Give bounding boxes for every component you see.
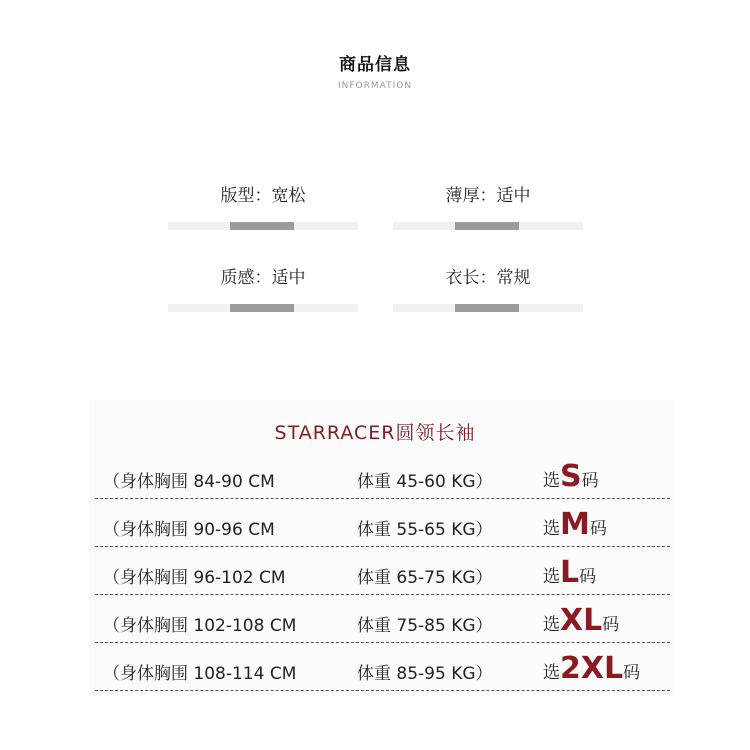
- attribute-track: [168, 222, 358, 230]
- chest-range: （身体胸围 84-90 CM: [103, 472, 275, 492]
- section-subtitle: INFORMATION: [337, 81, 413, 91]
- chest-range: （身体胸围 108-114 CM: [103, 664, 297, 684]
- attribute-marker: [230, 222, 294, 230]
- size-letter: 2XL: [560, 651, 624, 686]
- size-suffix: 码: [581, 471, 599, 491]
- section-title: 商品信息: [339, 55, 411, 75]
- pick-label: 选: [543, 663, 560, 683]
- attribute-length: [393, 266, 583, 312]
- size-row: [95, 546, 670, 595]
- weight-range: 体重 55-65 KG）: [357, 520, 493, 540]
- attribute-marker: [455, 222, 519, 230]
- size-suffix: 码: [579, 567, 597, 587]
- pick-label: 选: [543, 567, 560, 587]
- chest-range: （身体胸围 96-102 CM: [103, 568, 286, 588]
- size-row: [95, 594, 670, 643]
- attribute-fit: [168, 184, 358, 230]
- pick-label: 选: [543, 471, 560, 491]
- size-row: [95, 642, 670, 691]
- chest-range: （身体胸围 90-96 CM: [103, 520, 275, 540]
- chest-range: （身体胸围 102-108 CM: [103, 616, 297, 636]
- weight-range: 体重 75-85 KG）: [357, 616, 493, 636]
- size-chart-title: STARRACER圆领长袖: [274, 422, 476, 444]
- info-header: [0, 50, 750, 91]
- pick-label: 选: [543, 615, 560, 635]
- weight-range: 体重 85-95 KG）: [357, 664, 493, 684]
- weight-range: 体重 45-60 KG）: [357, 472, 493, 492]
- size-pick: [543, 555, 597, 590]
- weight-range: 体重 65-75 KG）: [357, 568, 493, 588]
- attribute-label: 版型：宽松: [220, 186, 306, 206]
- size-pick: [543, 603, 620, 638]
- attribute-label: 薄厚：适中: [445, 186, 531, 206]
- size-row: [95, 450, 670, 499]
- attribute-marker: [455, 304, 519, 312]
- size-letter: XL: [560, 603, 603, 638]
- attribute-label: 衣长：常规: [445, 268, 531, 288]
- size-letter: S: [560, 459, 582, 494]
- attribute-marker: [230, 304, 294, 312]
- attribute-track: [168, 304, 358, 312]
- attribute-thickness: [393, 184, 583, 230]
- size-pick: [543, 507, 607, 542]
- size-pick: [543, 459, 599, 494]
- size-row: [95, 498, 670, 547]
- size-suffix: 码: [589, 519, 607, 539]
- attribute-track: [393, 222, 583, 230]
- attribute-track: [393, 304, 583, 312]
- size-pick: [543, 651, 641, 686]
- attribute-texture: [168, 266, 358, 312]
- size-letter: M: [560, 507, 590, 542]
- size-letter: L: [560, 555, 580, 590]
- size-suffix: 码: [602, 615, 620, 635]
- pick-label: 选: [543, 519, 560, 539]
- attribute-label: 质感：适中: [220, 268, 306, 288]
- size-suffix: 码: [623, 663, 641, 683]
